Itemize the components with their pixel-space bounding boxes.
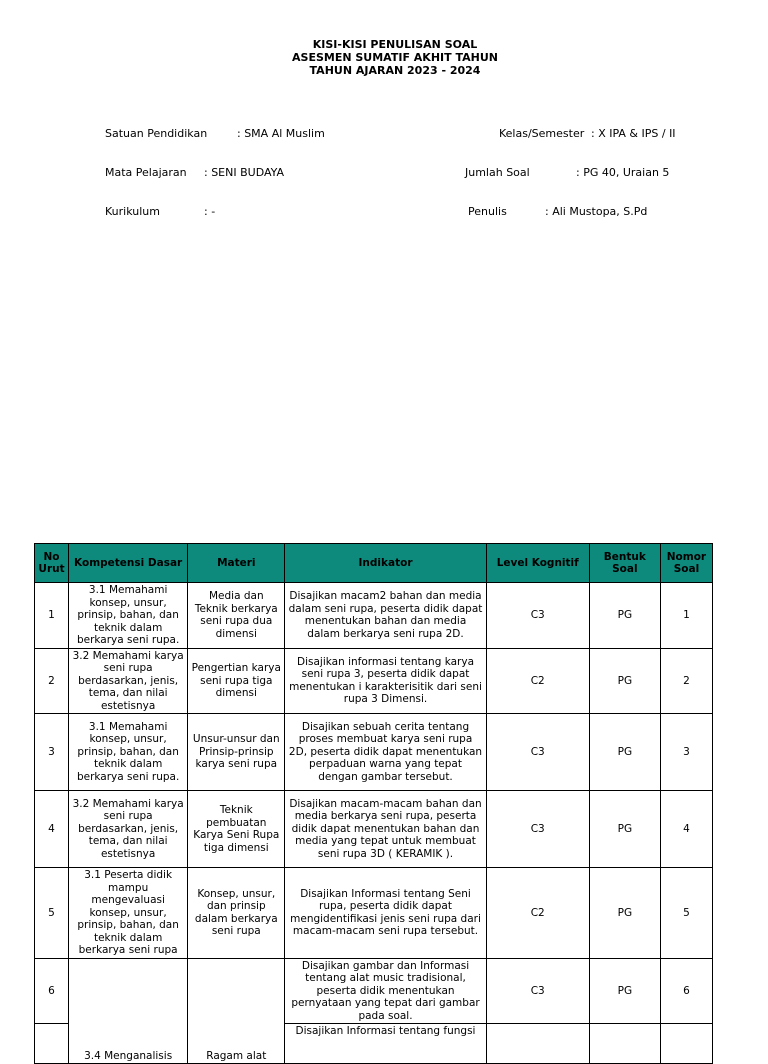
cell-nomor: 1 (660, 583, 712, 649)
title-line-3: TAHUN AJARAN 2023 - 2024 (309, 64, 481, 77)
cell-level: C3 (486, 791, 589, 868)
cell-indikator: Disajikan Informasi tentang fungsi (285, 1024, 486, 1064)
cell-level: C3 (486, 714, 589, 791)
meta-jumlah-value: : PG 40, Uraian 5 (576, 166, 670, 179)
meta-kurikulum (105, 205, 325, 218)
meta-penulis-value: : Ali Mustopa, S.Pd (545, 205, 648, 218)
table-row (35, 791, 713, 868)
kisi-kisi-table (34, 543, 713, 1064)
cell-materi: Konsep, unsur, dan prinsip dalam berkarya seni rupa (188, 868, 285, 959)
cell-level: C2 (486, 648, 589, 714)
cell-nomor: 2 (660, 648, 712, 714)
table-header-row (35, 544, 713, 583)
meta-penulis-label: Penulis (468, 205, 507, 218)
header-materi: Materi (188, 544, 285, 583)
meta-mapel-value: : SENI BUDAYA (204, 166, 285, 179)
cell-bentuk: PG (589, 714, 660, 791)
cell-nomor (660, 1024, 712, 1064)
table-row (35, 583, 713, 649)
table-row (35, 714, 713, 791)
cell-materi (188, 958, 285, 1064)
cell-level (486, 1024, 589, 1064)
cell-indikator: Disajikan gambar dan Informasi tentang alat music tradisional, peserta didik menentukan pernyataan yang tepat dari gambar pada soal. (285, 958, 486, 1024)
cell-kd-text: 3.4 Menganalisis (84, 1049, 173, 1062)
cell-indikator: Disajikan Informasi tentang Seni rupa, peserta didik dapat mengidentifikasi jenis seni rupa dari macam-macam seni rupa tersebut. (285, 868, 486, 959)
cell-kd: 3.2 Memahami karya seni rupa berdasarkan, jenis, tema, dan nilai estetisnya (69, 791, 188, 868)
title-line-2: ASESMEN SUMATIF AKHIT TAHUN (292, 51, 498, 64)
cell-kd: 3.1 Peserta didik mampu mengevaluasi konsep, unsur, prinsip, bahan, dan teknik dalam berkarya seni rupa (69, 868, 188, 959)
cell-kd (69, 958, 188, 1064)
title-line-1: KISI-KISI PENULISAN SOAL (312, 38, 478, 51)
cell-materi: Teknik pembuatan Karya Seni Rupa tiga dimensi (188, 791, 285, 868)
cell-bentuk: PG (589, 791, 660, 868)
cell-no: 1 (35, 583, 69, 649)
cell-nomor: 3 (660, 714, 712, 791)
cell-no: 5 (35, 868, 69, 959)
meta-penulis (465, 205, 676, 218)
cell-kd: 3.1 Memahami konsep, unsur, prinsip, bahan, dan teknik dalam berkarya seni rupa. (69, 583, 188, 649)
cell-no: 2 (35, 648, 69, 714)
cell-indikator: Disajikan macam-macam bahan dan media berkarya seni rupa, peserta didik dapat menentukan bahan dan media yang tepat untuk membuat seni rupa 3D ( KERAMIK ). (285, 791, 486, 868)
cell-bentuk: PG (589, 583, 660, 649)
document-title (0, 38, 768, 77)
meta-jumlah (465, 166, 676, 179)
meta-kelas (465, 127, 676, 140)
header-kompetensi-dasar: Kompetensi Dasar (69, 544, 188, 583)
meta-satuan-label: Satuan Pendidikan (105, 127, 208, 140)
meta-mapel (105, 166, 325, 179)
cell-bentuk: PG (589, 648, 660, 714)
cell-no: 4 (35, 791, 69, 868)
table-row (35, 958, 713, 1024)
cell-no: 6 (35, 958, 69, 1024)
meta-kelas-value: : X IPA & IPS / II (591, 127, 676, 140)
meta-mapel-label: Mata Pelajaran (105, 166, 187, 179)
header-bentuk-soal: Bentuk Soal (589, 544, 660, 583)
meta-jumlah-label: Jumlah Soal (465, 166, 530, 179)
cell-materi-text: Ragam alat (206, 1049, 267, 1062)
cell-indikator: Disajikan macam2 bahan dan media dalam seni rupa, peserta didik dapat menentukan bahan dan media dalam berkarya seni rupa 2D. (285, 583, 486, 649)
cell-no (35, 1024, 69, 1064)
cell-level: C3 (486, 958, 589, 1024)
cell-kd: 3.1 Memahami konsep, unsur, prinsip, bahan, dan teknik dalam berkarya seni rupa. (69, 714, 188, 791)
cell-bentuk: PG (589, 868, 660, 959)
cell-materi: Pengertian karya seni rupa tiga dimensi (188, 648, 285, 714)
cell-kd: 3.2 Memahami karya seni rupa berdasarkan, jenis, tema, dan nilai estetisnya (69, 648, 188, 714)
meta-satuan-value: : SMA Al Muslim (237, 127, 325, 140)
table-row (35, 648, 713, 714)
cell-nomor: 6 (660, 958, 712, 1024)
cell-nomor: 5 (660, 868, 712, 959)
meta-left-block (105, 101, 325, 231)
meta-satuan (105, 127, 325, 140)
cell-nomor: 4 (660, 791, 712, 868)
cell-bentuk (589, 1024, 660, 1064)
header-no-urut: No Urut (35, 544, 69, 583)
meta-kurikulum-value: : - (204, 205, 216, 218)
meta-kelas-label: Kelas/Semester (499, 127, 585, 140)
header-level-kognitif: Level Kognitif (486, 544, 589, 583)
cell-materi: Media dan Teknik berkarya seni rupa dua dimensi (188, 583, 285, 649)
meta-kurikulum-label: Kurikulum (105, 205, 160, 218)
cell-level: C2 (486, 868, 589, 959)
header-indikator: Indikator (285, 544, 486, 583)
cell-materi: Unsur-unsur dan Prinsip-prinsip karya seni rupa (188, 714, 285, 791)
cell-indikator: Disajikan sebuah cerita tentang proses membuat karya seni rupa 2D, peserta didik dapat menentukan perpaduan warna yang tepat dengan gambar tersebut. (285, 714, 486, 791)
cell-level: C3 (486, 583, 589, 649)
cell-indikator: Disajikan informasi tentang karya seni rupa 3, peserta didik dapat menentukan i karakterisitik dari seni rupa 3 Dimensi. (285, 648, 486, 714)
cell-bentuk: PG (589, 958, 660, 1024)
meta-right-block (465, 101, 676, 231)
cell-no: 3 (35, 714, 69, 791)
header-nomor-soal: Nomor Soal (660, 544, 712, 583)
table-row (35, 868, 713, 959)
